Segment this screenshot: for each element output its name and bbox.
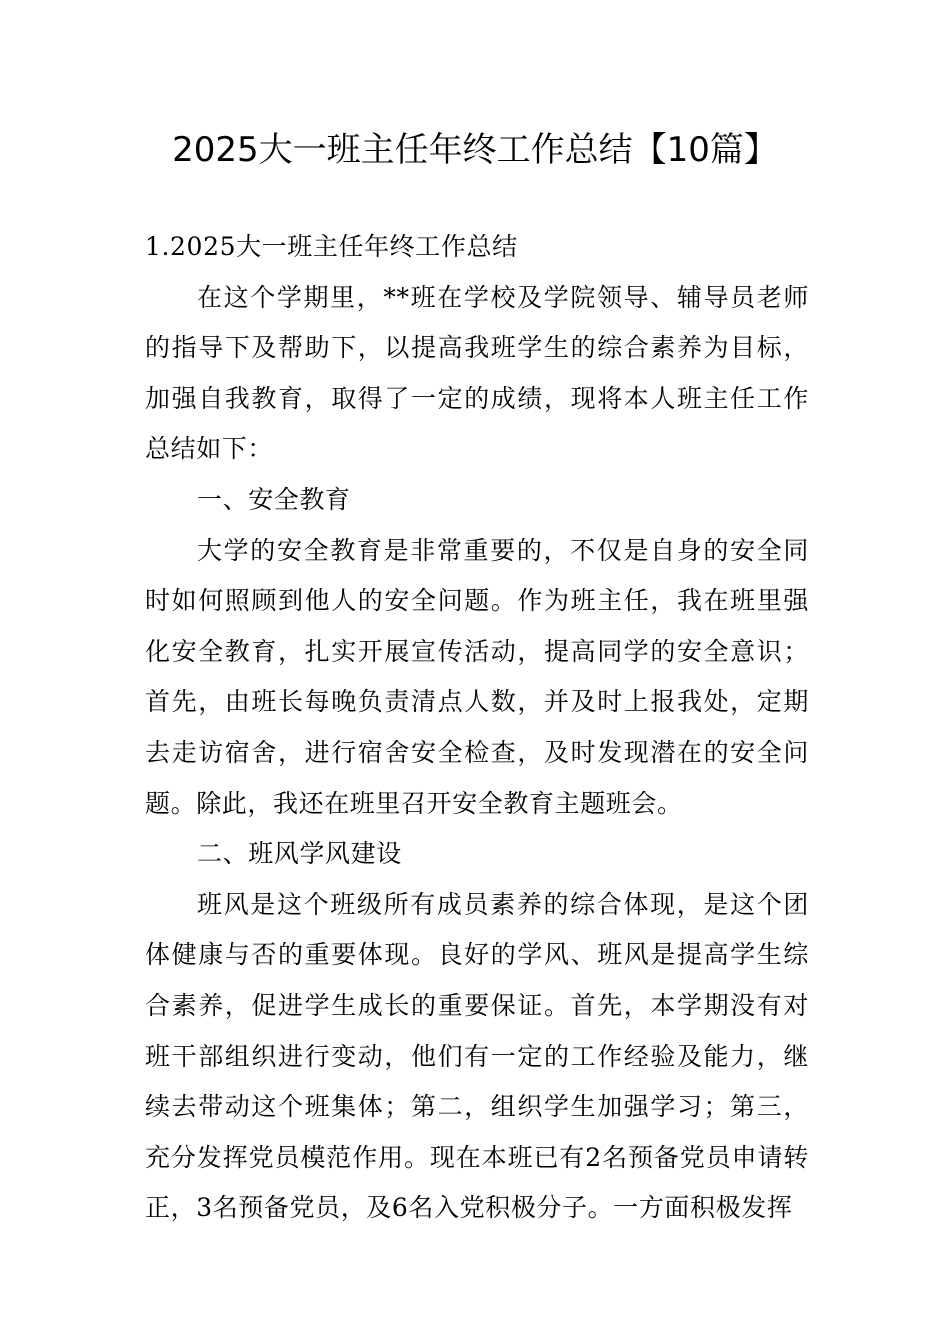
article-heading: 1.2025大一班主任年终工作总结: [145, 232, 518, 261]
document-body: [145, 222, 809, 1234]
safety-paragraph: 大学的安全教育是非常重要的，不仅是自身的安全同时如何照顾到他人的安全问题。作为班主任，我在班里强化安全教育，扎实开展宣传活动，提高同学的安全意识；首先，由班长每晚负责清点人数，并及时上报我处，定期去走访宿舍，进行宿舍安全检查，及时发现潜在的安全问题。除此，我还在班里召开安全教育主题班会。: [145, 535, 809, 818]
intro-paragraph: 在这个学期里，**班在学校及学院领导、辅导员老师的指导下及帮助下，以提高我班学生的综合素养为目标，加强自我教育，取得了一定的成绩，现将本人班主任工作总结如下：: [145, 282, 809, 464]
section-heading-safety: 一、安全教育: [197, 484, 351, 514]
document-title: 2025大一班主任年终工作总结【10篇】: [172, 130, 778, 170]
class-style-paragraph: 班风是这个班级所有成员素养的综合体现，是这个团体健康与否的重要体现。良好的学风、班风是提高学生综合素养，促进学生成长的重要保证。首先，本学期没有对班干部组织进行变动，他们有一定的工作经验及能力，继续去带动这个班集体；第二，组织学生加强学习；第三，充分发挥党员模范作用。现在本班已有2名预备党员申请转正，3名预备党员，及6名入党积极分子。一方面积极发挥: [145, 889, 809, 1223]
section-heading-class-style: 二、班风学风建设: [197, 839, 402, 869]
